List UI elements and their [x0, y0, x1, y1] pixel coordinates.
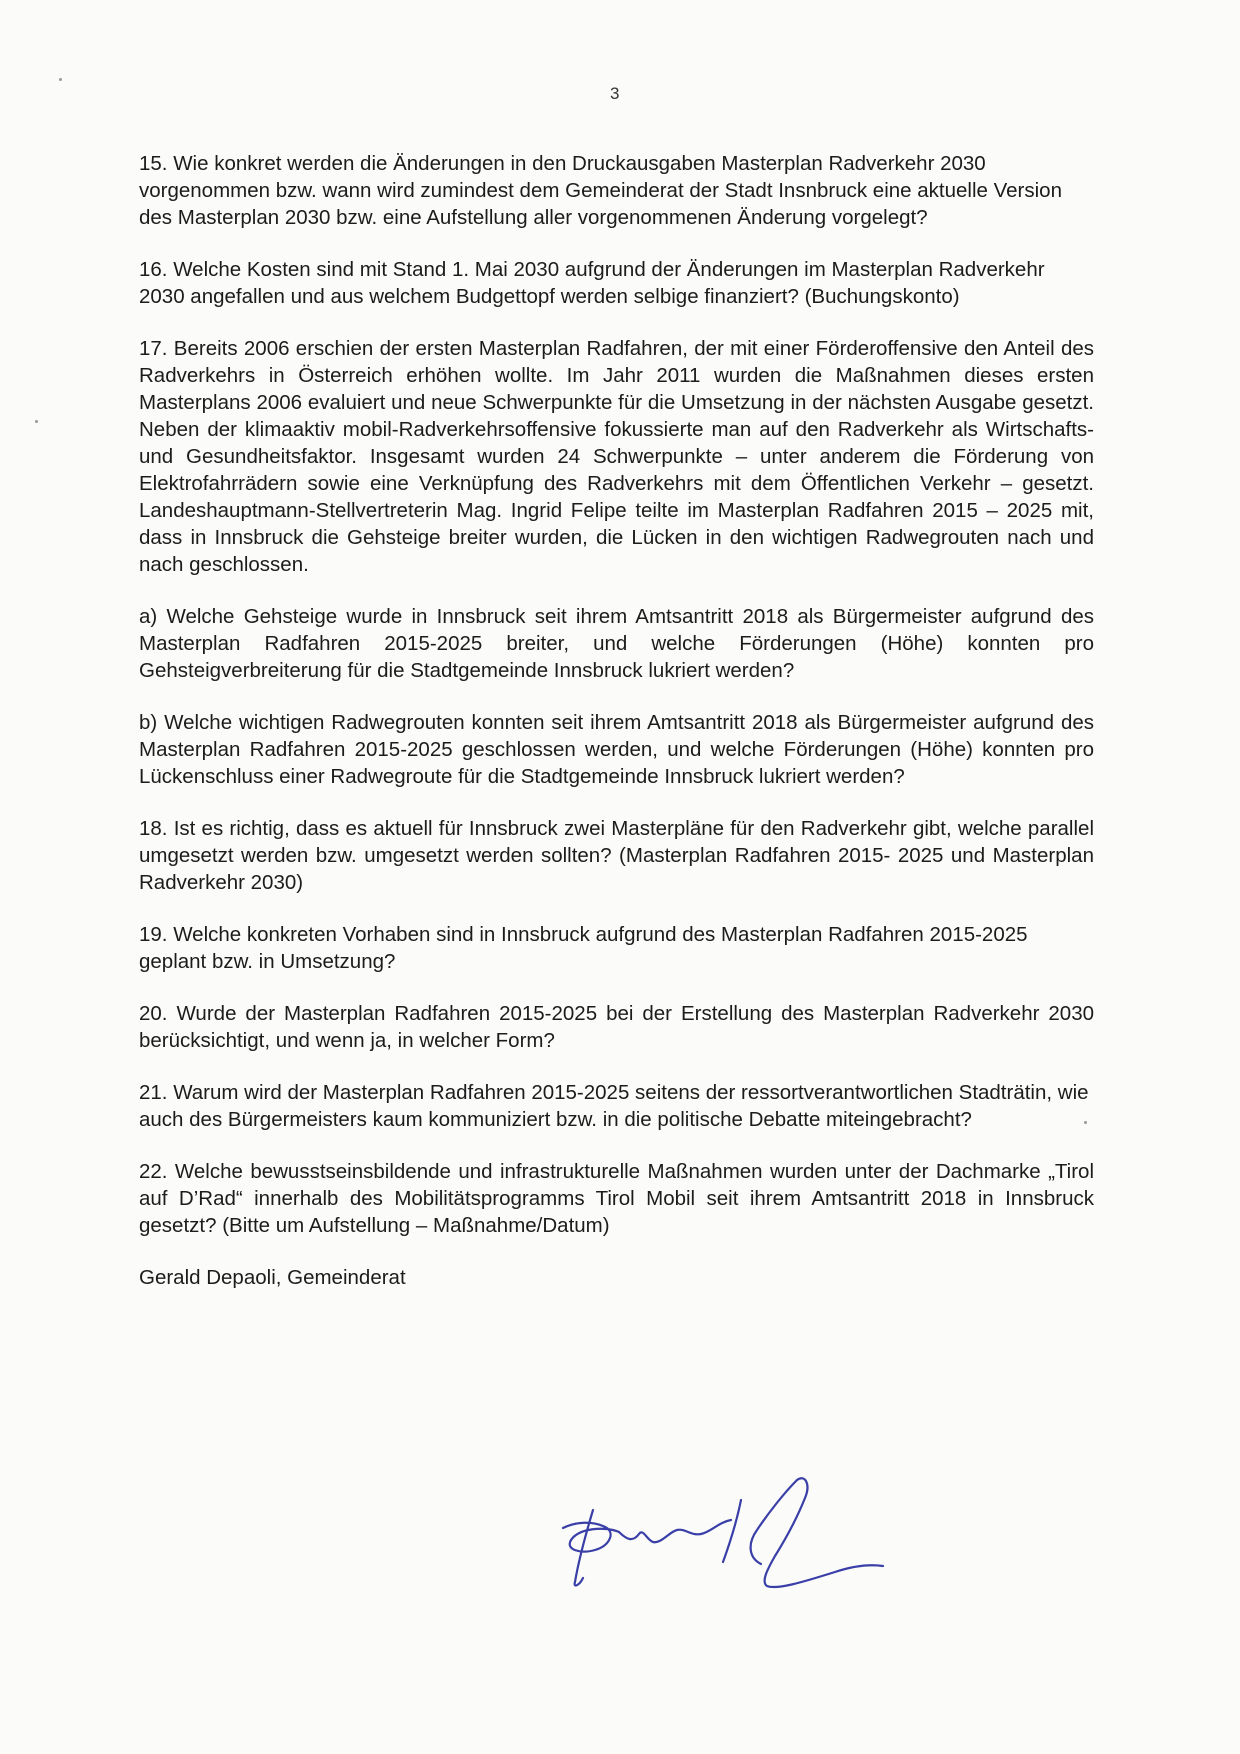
- question-21: 21. Warum wird der Masterplan Radfahren 2015-2025 seitens der ressortverantwortlichen Stadträtin, wie auch des Bürgermeisters kaum kommuniziert bzw. in die politische Debatte miteingebracht?: [139, 1081, 1089, 1131]
- question-22: 22. Welche bewusstseinsbildende und infrastrukturelle Maßnahmen wurden unter der Dachmarke „Tirol auf D’Rad“ innerhalb des Mobilitätsprogramms Tirol Mobil seit ihrem Amtsantritt 2018 in Innsbruck gesetzt? (Bitte um Aufstellung – Maßnahme/Datum): [139, 1160, 1094, 1237]
- handwritten-signature: [535, 1470, 895, 1595]
- question-18: 18. Ist es richtig, dass es aktuell für Innsbruck zwei Masterpläne für den Radverkehr gibt, welche parallel umgesetzt werden bzw. umgesetzt werden sollten? (Masterplan Radfahren 2015- 2025 und Masterplan Radverkehr 2030): [139, 817, 1094, 894]
- question-16: 16. Welche Kosten sind mit Stand 1. Mai 2030 aufgrund der Änderungen im Masterplan Radverkehr 2030 angefallen und aus welchem Budgettopf werden selbige finanziert? (Buchungskonto): [139, 258, 1045, 308]
- question-17b: b) Welche wichtigen Radwegrouten konnten seit ihrem Amtsantritt 2018 als Bürgermeister aufgrund des Masterplan Radfahren 2015-2025 geschlossen werden, und welche Förderungen (Höhe) konnten pro Lückenschluss einer Radwegroute für die Stadtgemeinde Innsbruck lukriert werden?: [139, 711, 1094, 788]
- scan-speck: [35, 420, 38, 423]
- scan-speck: [1084, 1121, 1087, 1124]
- question-17: 17. Bereits 2006 erschien der ersten Masterplan Radfahren, der mit einer Förderoffensive den Anteil des Radverkehrs in Österreich erhöhen wollte. Im Jahr 2011 wurden die Maßnahmen dieses ersten Masterplans 2006 evaluiert und neue Schwerpunkte für die Umsetzung in der nächsten Ausgabe gesetzt. Neben der klimaaktiv mobil-Radverkehrsoffensive fokussierte man auf den Radverkehr als Wirtschafts- und Gesundheitsfaktor. Insgesamt wurden 24 Schwerpunkte – unter anderem die Förderung von Elektrofahrrädern sowie eine Verknüpfung des Radverkehrs mit dem Öffentlichen Verkehr – gesetzt. Landeshauptmann-Stellvertreterin Mag. Ingrid Felipe teilte im Masterplan Radfahren 2015 – 2025 mit, dass in Innsbruck die Gehsteige breiter wurden, die Lücken in den wichtigen Radwegrouten nach und nach geschlossen.: [139, 337, 1094, 576]
- document-body: [139, 150, 1094, 1291]
- question-19: 19. Welche konkreten Vorhaben sind in Innsbruck aufgrund des Masterplan Radfahren 2015-2025 geplant bzw. in Umsetzung?: [139, 923, 1028, 973]
- scan-speck: [59, 78, 62, 81]
- signer-name: Gerald Depaoli, Gemeinderat: [139, 1266, 406, 1289]
- page-number: 3: [610, 84, 620, 103]
- signature-ink: [563, 1478, 883, 1587]
- question-17a: a) Welche Gehsteige wurde in Innsbruck seit ihrem Amtsantritt 2018 als Bürgermeister aufgrund des Masterplan Radfahren 2015-2025 breiter, und welche Förderungen (Höhe) konnten pro Gehsteigverbreiterung für die Stadtgemeinde Innsbruck lukriert werden?: [139, 605, 1094, 682]
- question-15: 15. Wie konkret werden die Änderungen in den Druckausgaben Masterplan Radverkehr 2030 vorgenommen bzw. wann wird zumindest dem Gemeinderat der Stadt Insnbruck eine aktuelle Version des Masterplan 2030 bzw. eine Aufstellung aller vorgenommenen Änderung vorgelegt?: [139, 152, 1062, 229]
- question-20: 20. Wurde der Masterplan Radfahren 2015-2025 bei der Erstellung des Masterplan Radverkehr 2030 berücksichtigt, und wenn ja, in welcher Form?: [139, 1002, 1094, 1052]
